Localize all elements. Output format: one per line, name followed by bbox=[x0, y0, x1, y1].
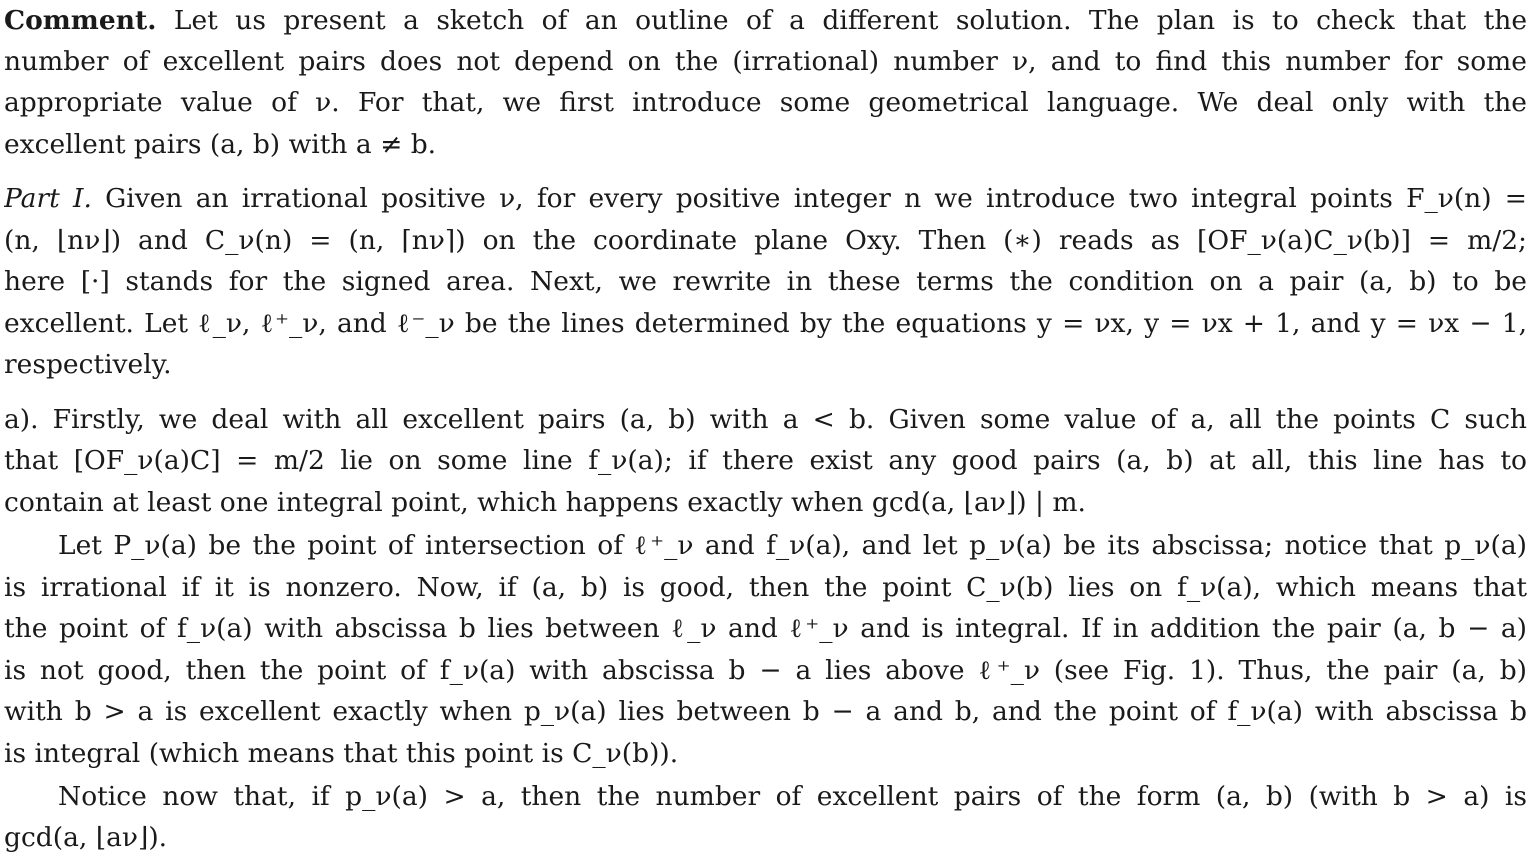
text-line: number of excellent pairs does not depend on the (irrational) number ν, and to find this number for some bbox=[4, 46, 1527, 77]
text-line: gcd(a, ⌊aν⌋). bbox=[4, 822, 168, 853]
text-line: excellent. Let ℓ_ν, ℓ⁺_ν, and ℓ⁻_ν be the lines determined by the equations y = νx, y = νx + 1, and y = νx − 1, bbox=[4, 308, 1527, 339]
text-line: (n, ⌊nν⌋) and C_ν(n) = (n, ⌈nν⌉) on the coordinate plane Oxy. Then (∗) reads as [OF_ν(a)C_ν(b)] = m/2; bbox=[4, 225, 1527, 256]
text-line: Notice now that, if p_ν(a) > a, then the number of excellent pairs of the form (a, b) (with b > a) is bbox=[58, 781, 1527, 812]
text-line: is integral (which means that this point is C_ν(b)). bbox=[4, 738, 679, 769]
text-line: contain at least one integral point, which happens exactly when gcd(a, ⌊aν⌋) | m. bbox=[4, 487, 1086, 518]
text-line: Comment. Let us present a sketch of an outline of a different solution. The plan is to check that the bbox=[4, 5, 1527, 36]
text-line: here [·] stands for the signed area. Next, we rewrite in these terms the condition on a pair (a, b) to be bbox=[4, 266, 1527, 297]
part-one-label: Part I. bbox=[4, 183, 92, 214]
text-line: with b > a is excellent exactly when p_ν(a) lies between b − a and b, and the point of f_ν(a) with abscissa b bbox=[4, 696, 1527, 727]
text-line: respectively. bbox=[4, 349, 172, 380]
text-line: a). Firstly, we deal with all excellent pairs (a, b) with a < b. Given some value of a, all the points C such bbox=[4, 404, 1527, 435]
text-line: the point of f_ν(a) with abscissa b lies between ℓ_ν and ℓ⁺_ν and is integral. If in addition the pair (a, b − a) bbox=[4, 613, 1527, 644]
text-line: appropriate value of ν. For that, we first introduce some geometrical language. We deal only with the bbox=[4, 87, 1527, 118]
text-line: excellent pairs (a, b) with a ≠ b. bbox=[4, 129, 437, 160]
text-line: is not good, then the point of f_ν(a) with abscissa b − a lies above ℓ⁺_ν (see Fig. 1). Thus, the pair (a, b) bbox=[4, 655, 1527, 686]
comment-label: Comment. bbox=[4, 5, 157, 36]
text-line: Part I. Given an irrational positive ν, for every positive integer n we introduce two integral points F_ν(n) = bbox=[4, 183, 1527, 214]
text-line: that [OF_ν(a)C] = m/2 lie on some line f_ν(a); if there exist any good pairs (a, b) at all, this line has to bbox=[4, 445, 1527, 476]
text-line: is irrational if it is nonzero. Now, if (a, b) is good, then the point C_ν(b) lies on f_ν(a), which means that bbox=[4, 572, 1527, 603]
text-line: Let P_ν(a) be the point of intersection of ℓ⁺_ν and f_ν(a), and let p_ν(a) be its abscissa; notice that p_ν(a) bbox=[58, 530, 1527, 561]
